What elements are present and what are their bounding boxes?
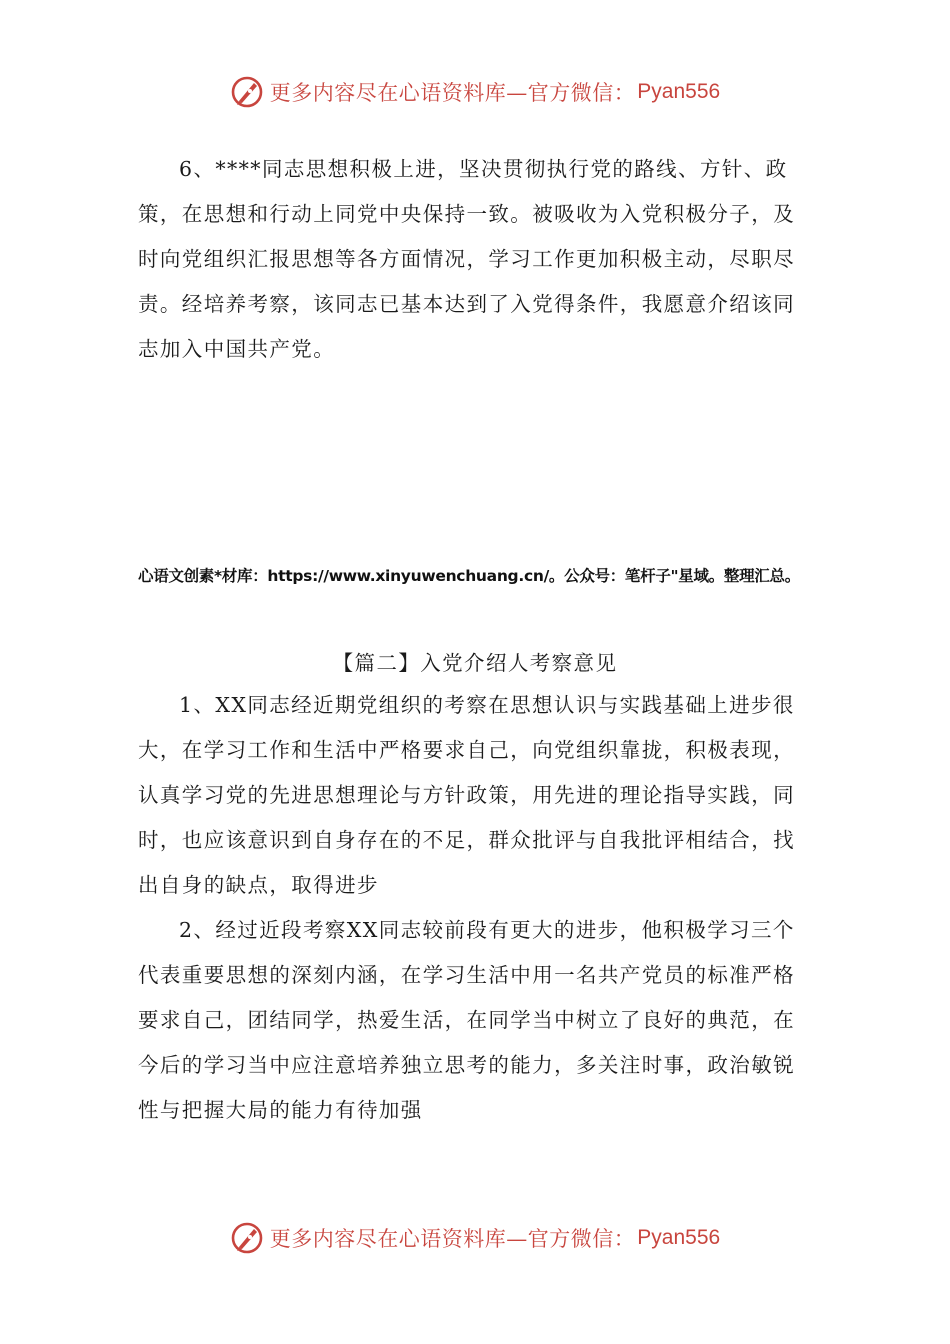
text-line: 时向党组织汇报思想等各方面情况，学习工作更加积极主动，尽职尽 [138, 247, 795, 271]
text-line: 1、XX同志经近期党组织的考察在思想认识与实践基础上进步很 [179, 693, 795, 717]
header-banner [0, 72, 950, 112]
banner-text: 更多内容尽在心语资料库—官方微信： [269, 81, 636, 105]
wechat-id: Pyan556 [637, 1226, 721, 1249]
text-line: 今后的学习当中应注意培养独立思考的能力，多关注时事，政治敏锐 [138, 1053, 795, 1077]
section-title: 【篇二】入党介绍人考察意见 [332, 651, 618, 675]
text-line: 策，在思想和行动上同党中央保持一致。被吸收为入党积极分子，及 [138, 202, 795, 226]
banner-text: 更多内容尽在心语资料库—官方微信： [269, 1227, 636, 1251]
text-line: 大，在学习工作和生活中严格要求自己，向党组织靠拢，积极表现， [138, 738, 795, 762]
source-note: 心语文创素*材库：https://www.xinyuwenchuang.cn/。公众号：笔杆子"星域。整理汇总。 [138, 567, 800, 585]
text-line: 认真学习党的先进思想理论与方针政策，用先进的理论指导实践，同 [138, 783, 795, 807]
pen-logo-icon [230, 75, 264, 109]
pen-logo-icon [230, 1221, 264, 1255]
footer-banner [0, 1218, 950, 1258]
text-line: 出自身的缺点，取得进步 [138, 873, 379, 897]
text-line: 6、****同志思想积极上进，坚决贯彻执行党的路线、方针、政 [179, 157, 788, 181]
text-line: 2、经过近段考察XX同志较前段有更大的进步，他积极学习三个 [179, 918, 795, 942]
text-line: 代表重要思想的深刻内涵，在学习生活中用一名共产党员的标准严格 [138, 963, 795, 987]
text-line: 时，也应该意识到自身存在的不足，群众批评与自我批评相结合，找 [138, 828, 795, 852]
text-line: 责。经培养考察，该同志已基本达到了入党得条件，我愿意介绍该同 [138, 292, 795, 316]
text-line: 性与把握大局的能力有待加强 [138, 1098, 423, 1122]
text-line: 志加入中国共产党。 [138, 337, 336, 361]
text-line: 要求自己，团结同学，热爱生活，在同学当中树立了良好的典范，在 [138, 1008, 795, 1032]
wechat-id: Pyan556 [637, 80, 721, 103]
